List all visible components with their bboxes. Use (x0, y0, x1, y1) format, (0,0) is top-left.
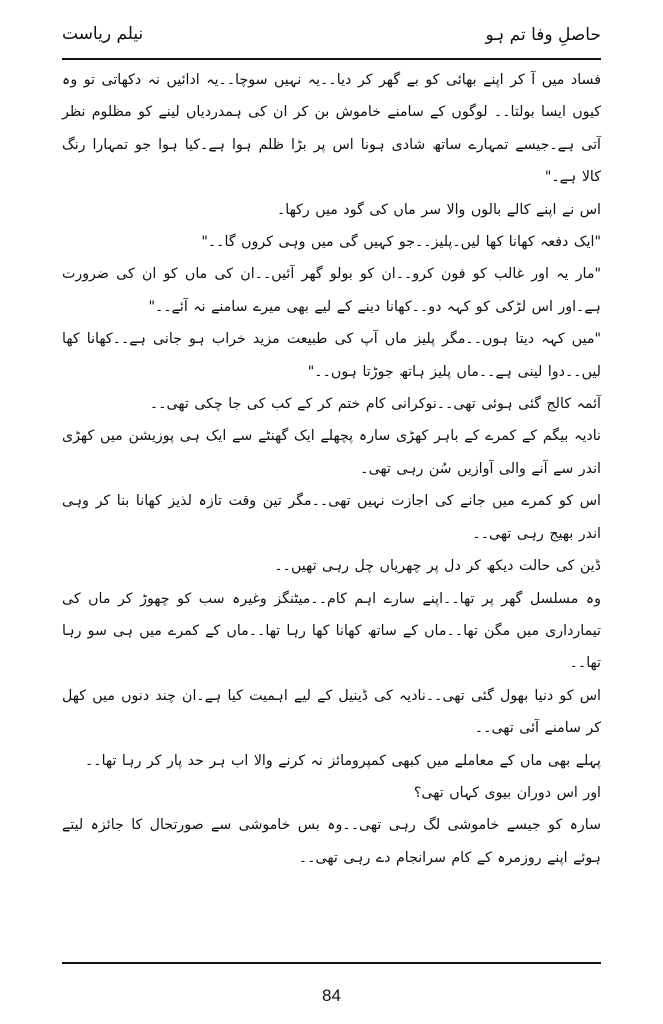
paragraph: فساد میں آ کر اپنے بھائی کو بے گھر کر دیا۔۔یہ نہیں سوچا۔۔یہ ادائیں نہ دکھاتی تو وہ کیوں ایسا بولتا۔۔ لوگوں کے سامنے خاموش بن کر ان کی ہمدردیاں لینے کو مظلوم نظر آتی ہے۔جیسے تمہارے ساتھ شادی ہونا اس پر بڑا ظلم ہوا ہے۔کیا ہوا جو تمہارا رنگ کالا ہے۔" (62, 72, 601, 186)
paragraph: پہلے بھی ماں کے معاملے میں کبھی کمپرومائز نہ کرنے والا اب ہر حد پار کر رہا تھا۔۔ (84, 752, 601, 769)
paragraph: "ایک دفعہ کھانا کھا لیں۔پلیز۔۔جو کہیں گی میں وہی کروں گا۔۔" (201, 234, 601, 251)
book-title: حاصلِ وفا تم ہو (485, 25, 601, 45)
header-divider (62, 58, 601, 60)
paragraph: سارہ کو جیسے خاموشی لگ رہی تھی۔۔وہ بس خاموشی سے صورتحال کا جائزہ لیتے ہوئے اپنے روزمرہ کے کام سرانجام دے رہی تھی۔۔ (62, 817, 601, 866)
paragraph: اس کو دنیا بھول گئی تھی۔۔نادیہ کی ڈینیل کے لیے اہمیت کیا ہے۔ان چند دنوں میں کھل کر سامنے آئی تھی۔۔ (62, 687, 601, 737)
paragraph: اس کو کمرے میں جانے کی اجازت نہیں تھی۔۔مگر تین وقت تازہ لذیز کھانا بنا کر وہی اندر بھیج رہی تھی۔۔ (62, 493, 601, 542)
paragraph: آئمہ کالج گئی ہوئی تھی۔۔نوکرانی کام ختم کر کے کب کی جا چکی تھی۔۔ (149, 396, 601, 413)
paragraph: "میں کہہ دیتا ہوں۔۔مگر پلیز ماں آپ کی طبیعت مزید خراب ہو جانی ہے۔۔کھانا کھا لیں۔۔دوا لینی ہے۔۔ماں پلیز ہاتھ جوڑتا ہوں۔۔" (62, 331, 601, 380)
footer-divider (62, 962, 601, 964)
page-header (62, 18, 601, 58)
page-body (62, 64, 601, 874)
paragraph: وہ مسلسل گھر پر تھا۔۔اپنے سارے اہم کام۔۔میٹنگز وغیرہ سب کو چھوڑ کر ماں کی تیمارداری میں مگن تھا۔۔ماں کے ساتھ کھانا کھا رہا تھا۔۔ماں کے کمرے میں ہی سو رہا تھا۔۔ (62, 590, 601, 672)
paragraph: اور اس دوران بیوی کہاں تھی؟ (413, 784, 601, 801)
paragraph: ڈین کی حالت دیکھ کر دل پر چھریاں چل رہی تھیں۔۔ (274, 558, 601, 575)
paragraph: اس نے اپنے کالے بالوں والا سر ماں کی گود میں رکھا۔ (276, 201, 601, 218)
paragraph: نادیہ بیگم کے کمرے کے باہر کھڑی سارہ پچھلے ایک گھنٹے سے ایک ہی پوزیشن میں کھڑی اندر سے آنے والی آوازیں سُن رہی تھی۔ (62, 428, 601, 477)
paragraph: "مار یہ اور غالب کو فون کرو۔۔ان کو بولو گھر آئیں۔۔ان کی ماں کو ان کی ضرورت ہے۔اور اس لڑکی کو کہہ دو۔۔کھانا دینے کے لیے بھی میرے سامنے نہ آئے۔۔" (62, 266, 601, 315)
author-name: نیلم ریاست (62, 24, 144, 44)
page-number: 84 (322, 986, 341, 1005)
